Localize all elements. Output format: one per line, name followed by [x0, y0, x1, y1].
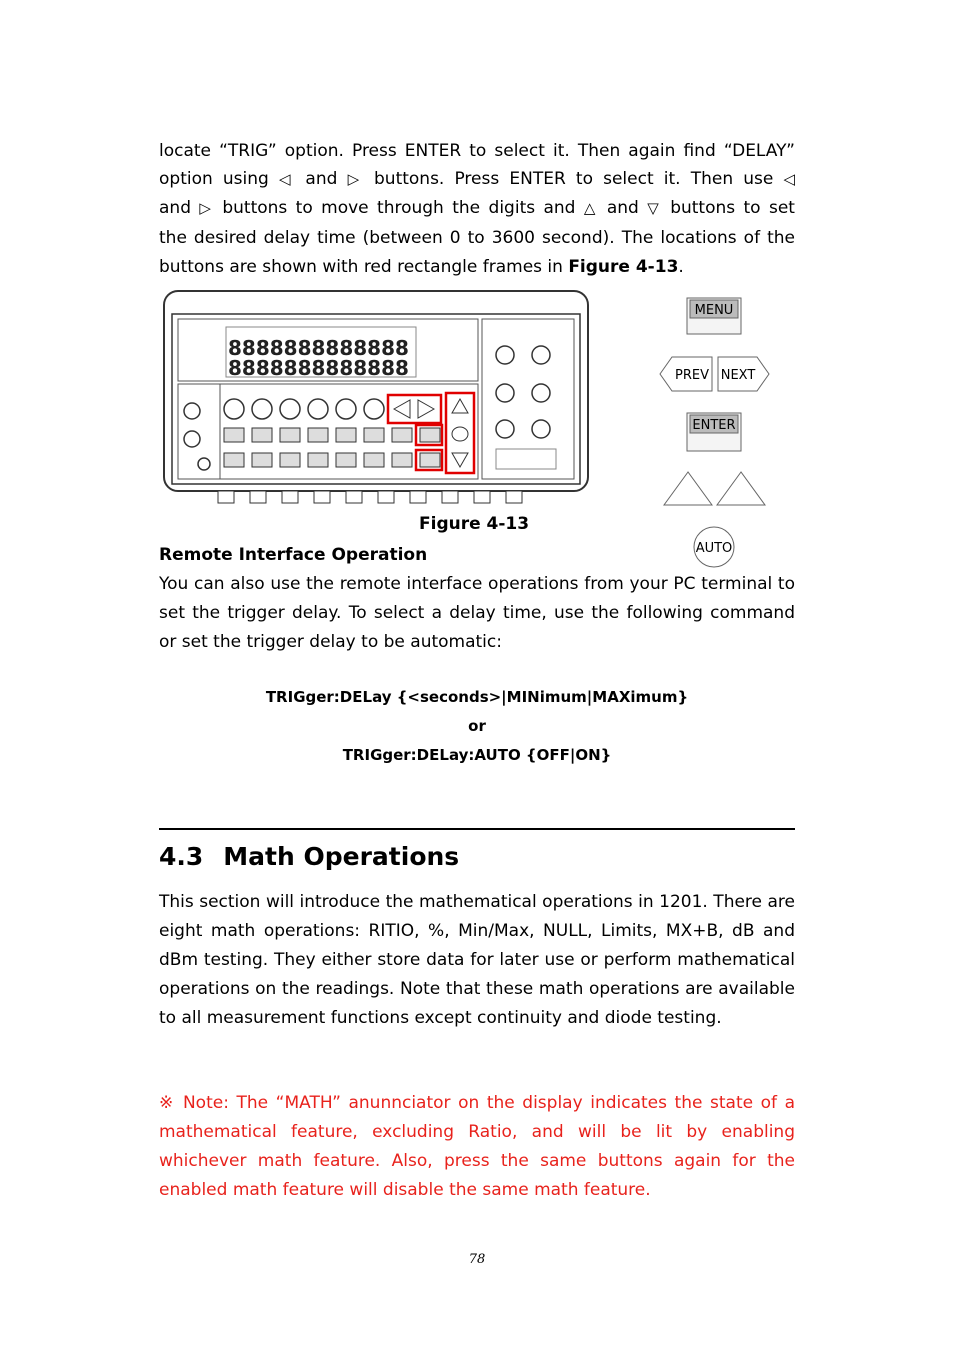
up-key-icon [717, 472, 765, 505]
intro-line-5 [159, 253, 795, 282]
remote-body: You can also use the remote interface operations from your PC terminal to set the trigger delay. To select a delay time, use the following command or set the trigger delay to be automatic: [159, 574, 795, 652]
section-heading [159, 842, 459, 871]
text: and [606, 198, 639, 218]
page-number: 78 [468, 1252, 486, 1267]
next-key-label: NEXT [720, 368, 756, 383]
enter-key-label: ENTER [692, 418, 736, 433]
auto-key-label: AUTO [695, 541, 733, 556]
text: and [305, 169, 338, 189]
display-digits-row-1: 8888888888888 [228, 336, 409, 360]
command-or: or [468, 717, 486, 735]
next-key [718, 357, 769, 391]
prev-key-label: PREV [675, 368, 709, 383]
figure-caption: Figure 4-13 [419, 514, 530, 534]
up-arrow-icon: △ [583, 199, 599, 217]
text: and [159, 198, 191, 218]
menu-key-label: MENU [694, 303, 734, 318]
left-arrow-icon: ◁ [783, 170, 796, 188]
command-1: TRIGger:DELay {<seconds>|MINimum|MAXimum} [265, 688, 689, 706]
down-arrow-icon: ▽ [647, 199, 662, 217]
section-title: Math Operations [223, 842, 460, 871]
key-legend [656, 296, 772, 571]
text: buttons to set [670, 198, 795, 218]
text: buttons are shown with red rectangle frames in [159, 257, 569, 277]
intro-line-1: locate “TRIG” option. Press ENTER to select it. Then again find “DELAY” [159, 141, 795, 161]
section-rule [159, 828, 795, 830]
text: buttons to move through the digits and [222, 198, 576, 218]
enter-key [687, 413, 741, 451]
text: . [678, 257, 684, 277]
front-panel-figure [162, 289, 592, 511]
intro-line-2 [159, 165, 795, 194]
figure-ref: Figure 4-13 [568, 257, 679, 277]
command-2: TRIGger:DELay:AUTO {OFF|ON} [342, 746, 612, 764]
right-arrow-icon: ▷ [347, 170, 364, 188]
text: option using [159, 169, 269, 189]
left-arrow-icon: ◁ [278, 170, 296, 188]
up-key-icon [664, 472, 712, 505]
intro-line-4: the desired delay time (between 0 to 3600 second). The locations of the [159, 228, 795, 248]
intro-line-3 [159, 194, 795, 223]
prev-key [660, 357, 712, 391]
note-text: ※ Note: The “MATH” anunnciator on the display indicates the state of a mathematical feature, excluding Ratio, and will be lit by enabling whichever math feature. Also, press the same buttons again for the enabled math feature will disable the same math feature. [159, 1093, 795, 1200]
remote-heading: Remote Interface Operation [159, 545, 428, 565]
menu-key [687, 298, 741, 334]
section-body: This section will introduce the mathematical operations in 1201. There are eight math operations: RITIO, %, Min/Max, NULL, Limits, MX+B, dB and dBm testing. They either store data for later use or perform mathematical operations on the readings. Note that these math operations are available to all measurement functions except continuity and diode testing. [159, 892, 795, 1028]
text: buttons. Press ENTER to select it. Then use [374, 169, 774, 189]
section-number: 4.3 [159, 842, 204, 871]
display-digits-row-2: 8888888888888 [228, 356, 409, 380]
right-arrow-icon: ▷ [199, 199, 214, 217]
